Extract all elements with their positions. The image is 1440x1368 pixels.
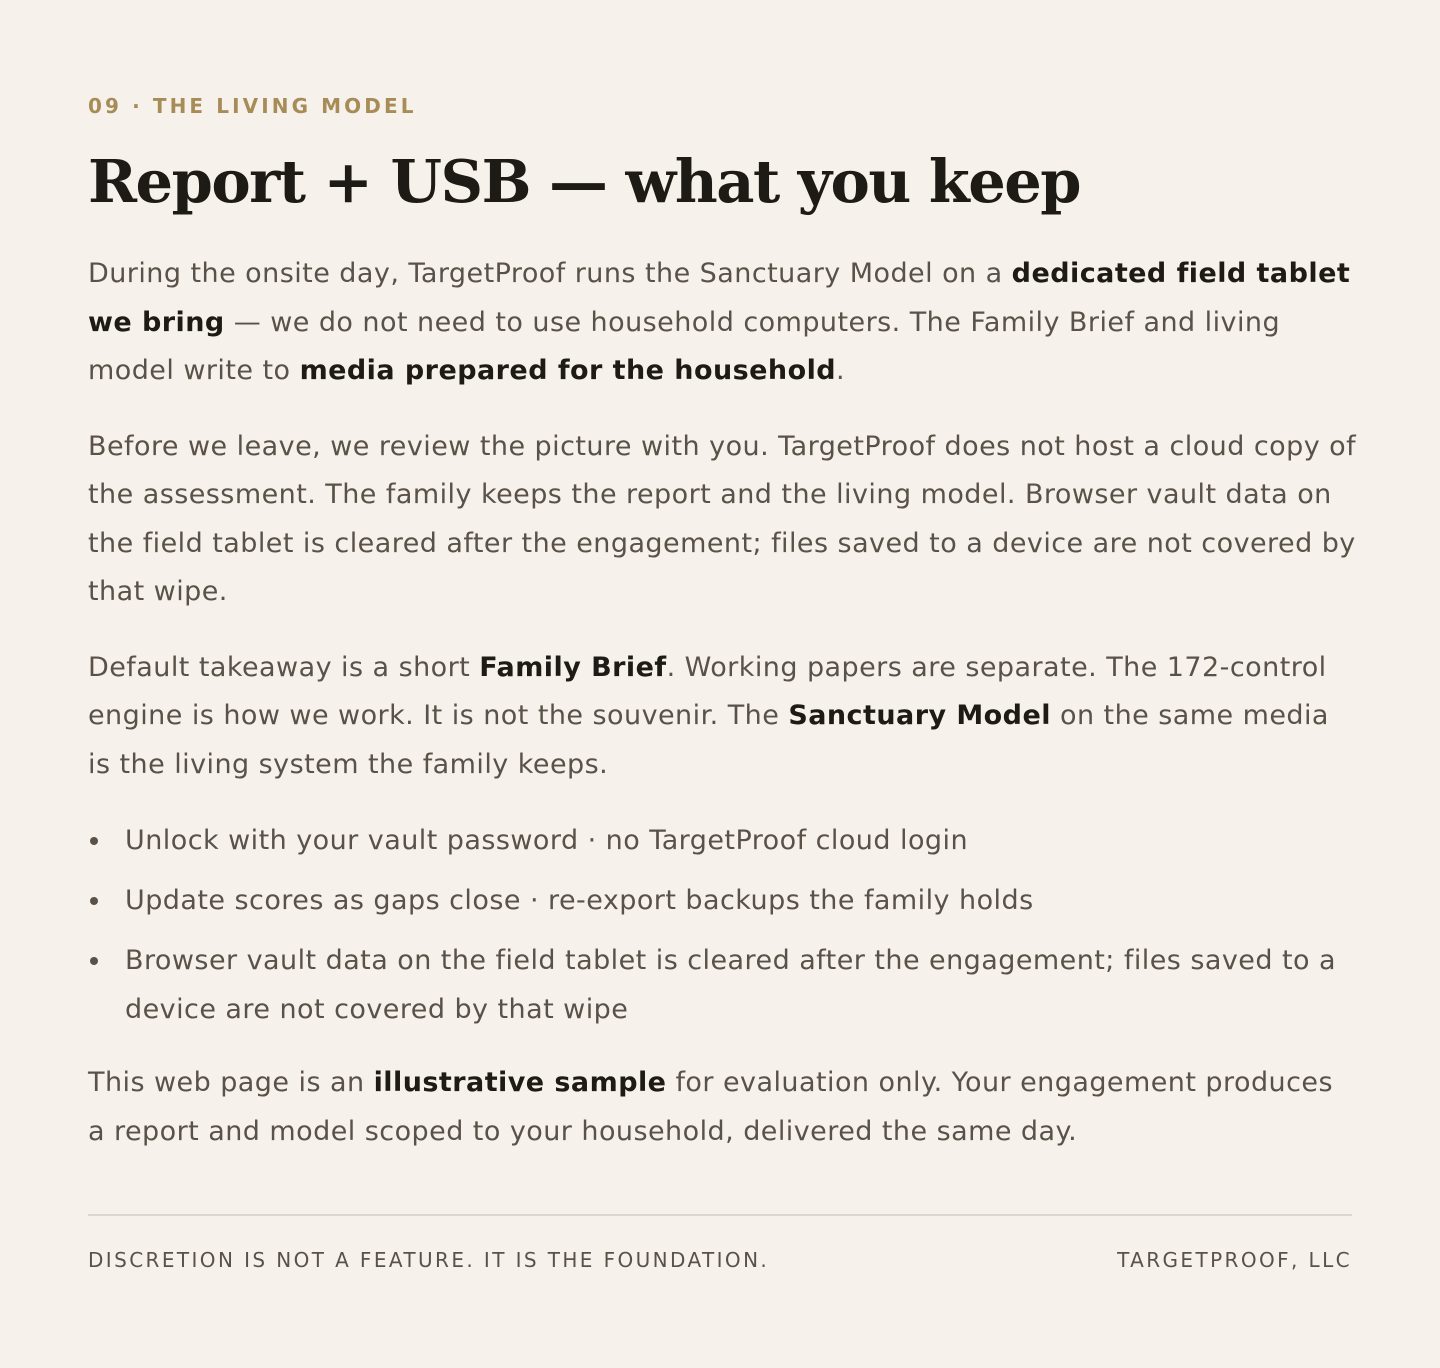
bullet-dot-icon [90,897,98,905]
bullet-dot-icon [90,957,98,965]
list-item-text: Update scores as gaps close · re-export backups the family holds [125,885,1034,916]
feature-list [88,816,1358,1034]
list-item [88,936,1358,1034]
page-title: Report + USB — what you keep [88,147,1081,216]
paragraph-text: on the same media is the living system the family keeps. [88,700,1329,780]
paragraph-text: . [836,355,846,386]
paragraph-disclaimer [88,1059,1358,1156]
paragraph-text: for evaluation only. Your engagement produces a report and model scoped to your household, delivered the same day. [88,1067,1333,1147]
emphasis-sanctuary-model: Sanctuary Model [788,700,1051,731]
footer-divider [88,1214,1352,1216]
footer-company: TARGETPROOF, LLC [1117,1248,1352,1272]
paragraph-default-takeaway [88,644,1358,790]
list-item [88,816,1358,865]
paragraph-text: This web page is an [88,1067,374,1098]
bullet-dot-icon [90,837,98,845]
emphasis-dedicated-tablet: dedicated field tablet we bring [88,258,1351,338]
paragraph-text: . Working papers are separate. The 172-control engine is how we work. It is not the souvenir. The [88,651,1327,731]
list-item-text: Browser vault data on the field tablet is cleared after the engagement; files saved to a device are not covered by that wipe [125,945,1337,1025]
content-body [88,250,1358,1183]
list-item [88,876,1358,925]
emphasis-illustrative-sample: illustrative sample [373,1067,667,1098]
list-item-text: Unlock with your vault password · no TargetProof cloud login [125,825,969,856]
emphasis-family-brief: Family Brief [479,651,667,683]
footer-tagline: DISCRETION IS NOT A FEATURE. IT IS THE FOUNDATION. [88,1248,770,1272]
paragraph-text: Default takeaway is a short [88,651,480,683]
paragraph-onsite-day [88,250,1358,396]
section-label: 09 · THE LIVING MODEL [88,94,417,118]
paragraph-text: — we do not need to use household computers. The Family Brief and living model write to [88,306,1281,386]
paragraph-before-we-leave [88,423,1358,617]
emphasis-household-media: media prepared for the household [299,355,837,386]
paragraph-text: During the onsite day, TargetProof runs the Sanctuary Model on a [88,258,1012,289]
paragraph-text: Before we leave, we review the picture with you. TargetProof does not host a cloud copy of the assessment. The family keeps the report and the living model. Browser vault data on the field tablet is cleared after the engagement; files saved to a device are not covered by that wipe. [88,430,1357,607]
